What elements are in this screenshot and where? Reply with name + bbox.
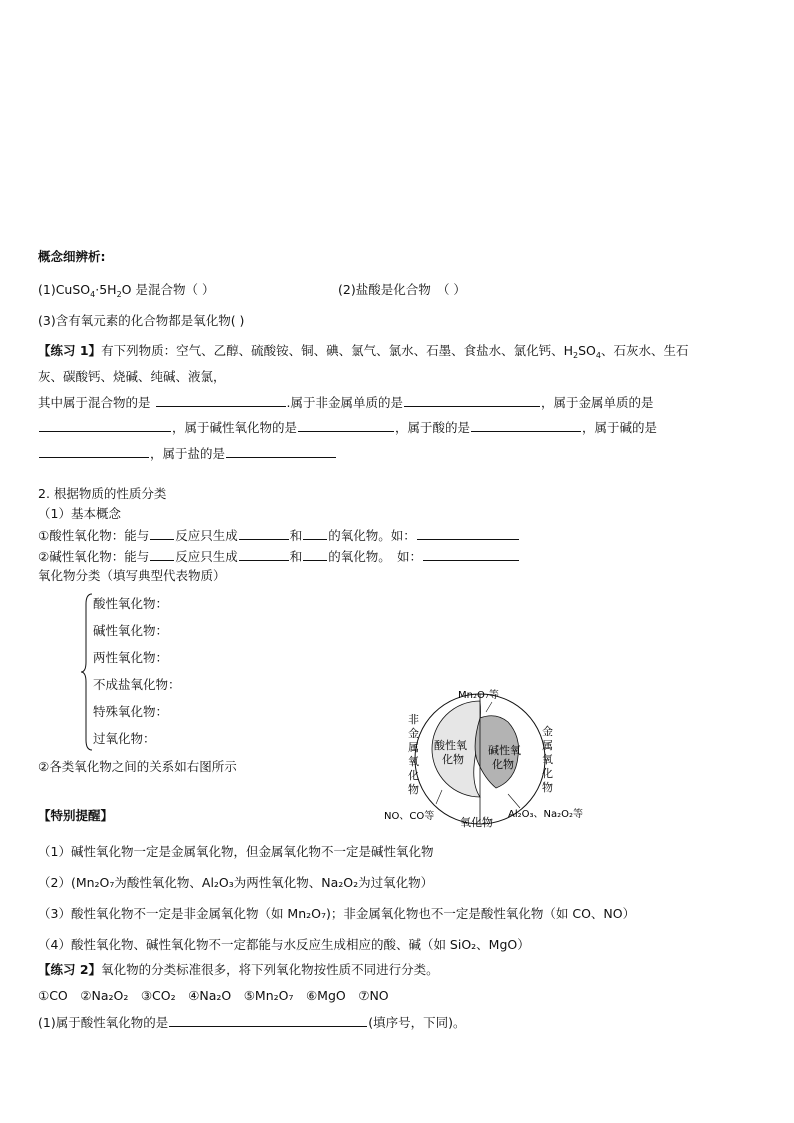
svg-text:属: 属 <box>408 741 419 754</box>
exercise2-q1-label: (1)属于酸性氧化物的是 <box>38 1015 169 1030</box>
bottom-left-label: NO、CO等 <box>384 811 435 822</box>
svg-text:金: 金 <box>542 725 553 738</box>
concept-q1-sub: 4 <box>90 290 96 299</box>
exercise1-sub2: 4 <box>595 351 601 360</box>
relation-text: ②各类氧化物之间的关系如右图所示 <box>38 759 237 774</box>
concept-q3: (3)含有氧元素的化合物都是氧化物( ) <box>38 313 245 328</box>
mixture-blank[interactable] <box>156 394 286 407</box>
tip-3: （3）酸性氧化物不一定是非金属氧化物（如 Mn₂O₇)；非金属氧化物也不一定是酸性氧化物（如 CO、NO） <box>38 906 636 921</box>
basic-oxide-definition <box>38 548 520 565</box>
oxide-type-basic: 碱性氧化物： <box>93 623 169 638</box>
svg-text:氧: 氧 <box>542 753 553 766</box>
exercise1-sub: 2 <box>572 351 579 360</box>
section2-title: 2. 根据物质的性质分类 <box>38 486 167 501</box>
svg-text:化: 化 <box>542 767 553 780</box>
concept-q2: (2)盐酸是化合物 （ ） <box>338 282 466 297</box>
acidic-region-label-1: 酸性氧 <box>434 739 467 752</box>
oxide-type-nonsalt: 不成盐氧化物： <box>93 677 181 692</box>
nonmetal-blank[interactable] <box>404 394 540 407</box>
exercise2-q1-blank[interactable] <box>169 1014 367 1027</box>
exercise1-text: 有下列物质：空气、乙醇、硫酸铵、铜、碘、氯气、氯水、石墨、食盐水、氯化钙、H <box>101 343 573 358</box>
exercise2-text: 氧化物的分类标准很多，将下列氧化物按性质不同进行分类。 <box>101 962 439 977</box>
mixture-label: 其中属于混合物的是 <box>38 395 151 410</box>
basic-oxide-blank[interactable] <box>298 419 394 432</box>
curly-brace <box>80 592 94 752</box>
exercise1-line3 <box>38 394 654 411</box>
oxide-relationship-diagram <box>380 682 600 832</box>
salt-label: ，属于盐的是 <box>150 446 226 461</box>
oxide-type-amphoteric: 两性氧化物： <box>93 650 169 665</box>
base-def-c: 和 <box>289 549 303 564</box>
bottom-right-label: Al₂O₃、Na₂O₂等 <box>508 809 584 820</box>
basic-region-label-1: 碱性氧 <box>488 744 521 757</box>
acid-blank[interactable] <box>471 419 581 432</box>
exercise1-line4 <box>38 419 657 436</box>
salt-blank[interactable] <box>226 445 336 458</box>
exercise2-tag: 【练习 2】 <box>38 962 102 977</box>
acid-label: ，属于酸的是 <box>395 420 471 435</box>
tips-heading: 【特别提醒】 <box>38 808 114 823</box>
basic-region-label-2: 化物 <box>492 758 514 771</box>
acidic-region-label-2: 化物 <box>442 753 464 766</box>
svg-text:金: 金 <box>408 727 419 740</box>
concept-q1-text-b: ·5H <box>95 282 117 297</box>
acid-def-blank2[interactable] <box>239 527 289 540</box>
base-def-b: 反应只生成 <box>175 549 238 564</box>
exercise1-tag: 【练习 1】 <box>38 343 102 358</box>
oxide-type-special: 特殊氧化物： <box>93 704 169 719</box>
acid-def-blank4[interactable] <box>417 527 519 540</box>
acidic-oxide-definition <box>38 527 520 544</box>
exercise2-intro <box>38 962 439 978</box>
concept-q1-text-c: O 是混合物（ ） <box>121 282 215 297</box>
acid-def-blank3[interactable] <box>303 527 327 540</box>
svg-text:物: 物 <box>542 781 553 794</box>
base-def-d: 的氧化物。 如： <box>328 549 423 564</box>
metal-label: ，属于金属单质的是 <box>540 395 654 410</box>
base-def-a: ②碱性氧化物：能与 <box>38 549 150 564</box>
oxide-type-acidic: 酸性氧化物： <box>93 596 169 611</box>
svg-text:非: 非 <box>408 713 419 726</box>
base-def-blank4[interactable] <box>423 548 519 561</box>
oxide-type-peroxide: 过氧化物： <box>93 731 156 746</box>
acid-def-blank1[interactable] <box>150 527 174 540</box>
exercise1-text-mid: SO <box>578 343 596 358</box>
concept-heading: 概念细辨析: <box>38 249 106 264</box>
tip-1: （1）碱性氧化物一定是金属氧化物，但金属氧化物不一定是碱性氧化物 <box>38 844 434 859</box>
acid-def-c: 和 <box>289 528 303 543</box>
exercise1-line2: 灰、碳酸钙、烧碱、纯碱、液氯， <box>38 369 226 384</box>
svg-text:属: 属 <box>542 739 553 752</box>
concept-q1-sub2: 2 <box>116 290 122 299</box>
base-blank[interactable] <box>39 445 149 458</box>
tip-2: （2）(Mn₂O₇为酸性氧化物、Al₂O₃为两性氧化物、Na₂O₂为过氧化物） <box>38 875 434 890</box>
oxide-classification-heading: 氧化物分类（填写典型代表物质） <box>38 568 226 583</box>
exercise2-q1-note: (填序号，下同)。 <box>368 1015 466 1030</box>
nonmetal-label: .属于非金属单质的是 <box>286 395 403 410</box>
acid-def-d: 的氧化物。如： <box>328 528 416 543</box>
tip-4: （4）酸性氧化物、碱性氧化物不一定都能与水反应生成相应的酸、碱（如 SiO₂、MgO） <box>38 937 530 952</box>
top-label: Mn₂O₇等 <box>458 690 499 701</box>
exercise1-line5 <box>38 445 337 462</box>
exercise2-q1 <box>38 1014 465 1031</box>
basic-oxide-label: ，属于碱性氧化物的是 <box>172 420 298 435</box>
concept-q1-text-a: (1)CuSO <box>38 282 91 297</box>
acid-def-b: 反应只生成 <box>175 528 238 543</box>
svg-text:氧: 氧 <box>408 755 419 768</box>
exercise1-line1 <box>38 343 688 364</box>
base-def-blank2[interactable] <box>239 548 289 561</box>
svg-text:化: 化 <box>408 769 419 782</box>
exercise2-options: ①CO ②Na₂O₂ ③CO₂ ④Na₂O ⑤Mn₂O₇ ⑥MgO ⑦NO <box>38 988 389 1003</box>
base-label: ，属于碱的是 <box>582 420 658 435</box>
right-vertical-label <box>542 724 553 794</box>
bottom-mid-label: 氧化物 <box>460 816 493 829</box>
exercise1-text-post: 、石灰水、生石 <box>600 343 689 358</box>
base-def-blank3[interactable] <box>303 548 327 561</box>
metal-blank[interactable] <box>39 419 171 432</box>
acid-def-a: ①酸性氧化物：能与 <box>38 528 150 543</box>
svg-text:物: 物 <box>408 783 419 796</box>
basic-concept-heading: （1）基本概念 <box>38 506 121 521</box>
base-def-blank1[interactable] <box>150 548 174 561</box>
concept-q1 <box>38 282 214 303</box>
